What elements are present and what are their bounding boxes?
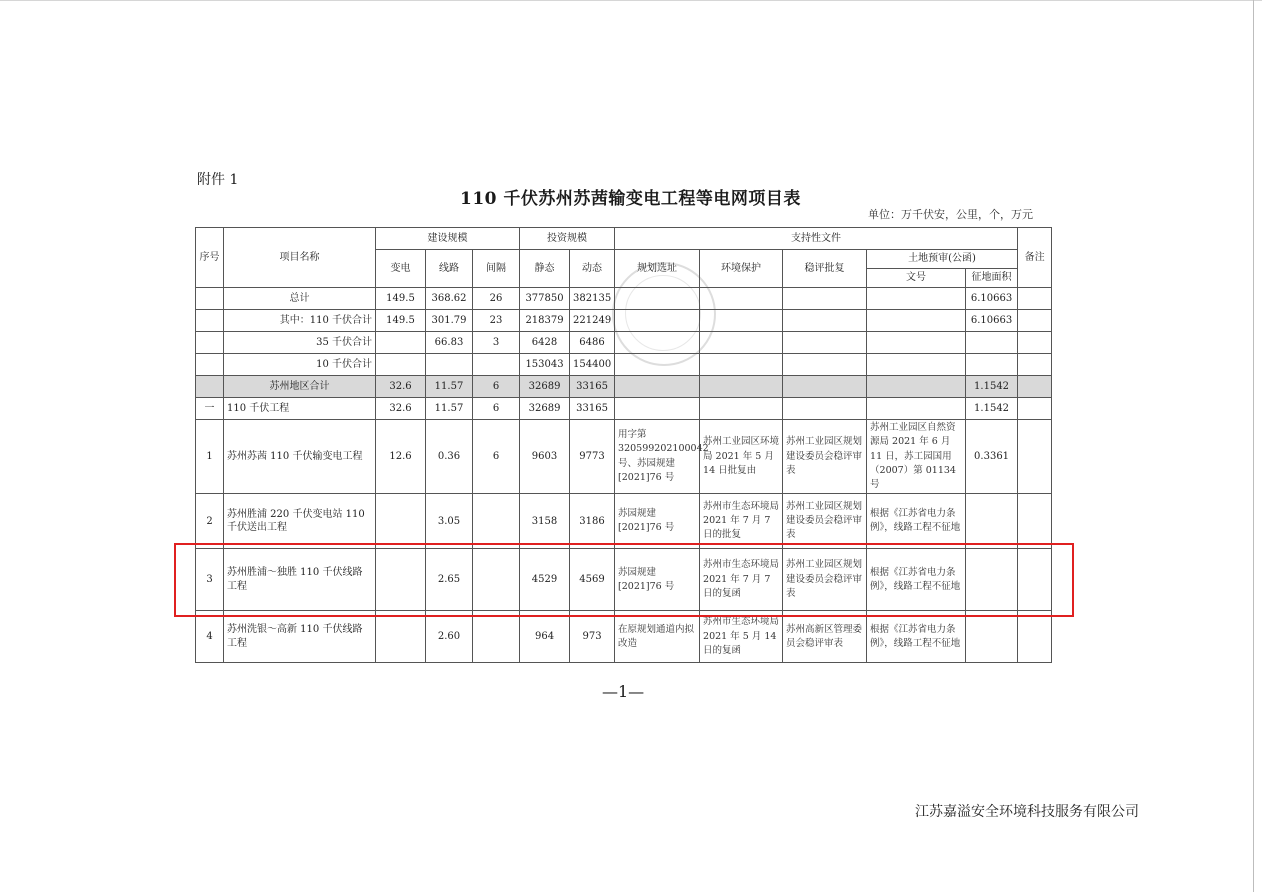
header-remark: 备注	[1018, 228, 1052, 288]
table-row: 1 苏州苏茜 110 千伏输变电工程 12.6 0.36 6 9603 9773 用字第 320599202100042 号、苏园规建 [2021]76 号 苏州工业园区环境局 2021 年 5 月 14 日批复由 苏州工业园区规划建设委员会稳评审表 苏州工业园区自然资源局 2021 年 6 月 11 日，苏工园国用（2007）第 01134 号 0.3361	[196, 420, 1052, 494]
header-dynamic: 动态	[570, 250, 615, 288]
page-number: —1—	[602, 682, 645, 701]
header-doc-no: 文号	[867, 269, 966, 288]
company-name: 江苏嘉溢安全环境科技服务有限公司	[915, 804, 1139, 820]
header-substation: 变电	[376, 250, 426, 288]
header-land: 土地预审(公函)	[867, 250, 1018, 269]
header-invest-scale: 投资规模	[520, 228, 615, 250]
header-env: 环境保护	[700, 250, 783, 288]
header-line: 线路	[426, 250, 473, 288]
table-row: 4 苏州洗银～高新 110 千伏线路工程 2.60 964 973 在原规划通道内拟改造 苏州市生态环境局 2021 年 5 月 14 日的复函 苏州高新区管理委员会稳评审表 根据《江苏省电力条例》，线路工程不征地	[196, 611, 1052, 663]
header-static: 静态	[520, 250, 570, 288]
header-water: 稳评批复	[783, 250, 867, 288]
page-top-edge	[0, 0, 1262, 1]
attachment-label: 附件 1	[197, 172, 239, 188]
document-title: 110 千伏苏州苏茜输变电工程等电网项目表	[460, 189, 801, 209]
table-row: 其中：110 千伏合计 149.5 301.79 23 218379 221249 6.10663	[196, 310, 1052, 332]
header-land-area: 征地面积	[966, 269, 1018, 288]
header-build-scale: 建设规模	[376, 228, 520, 250]
header-support-docs: 支持性文件	[615, 228, 1018, 250]
table-row: 2 苏州胜浦 220 千伏变电站 110 千伏送出工程 3.05 3158 3186 苏园规建[2021]76 号 苏州市生态环境局 2021 年 7 月 7 日的批复 苏州工业园区规划建设委员会稳评审表 根据《江苏省电力条例》，线路工程不征地	[196, 494, 1052, 549]
header-planning: 规划选址	[615, 250, 700, 288]
header-bay: 间隔	[473, 250, 520, 288]
table-row: 10 千伏合计 153043 154400	[196, 354, 1052, 376]
header-index: 序号	[196, 228, 224, 288]
header-name: 项目名称	[224, 228, 376, 288]
table-row: 3 苏州胜浦～独胜 110 千伏线路工程 2.65 4529 4569 苏园规建[2021]76 号 苏州市生态环境局 2021 年 7 月 7 日的复函 苏州工业园区规划建设委员会稳评审表 根据《江苏省电力条例》，线路工程不征地	[196, 549, 1052, 611]
table-row: 总计 149.5 368.62 26 377850 382135 6.10663	[196, 288, 1052, 310]
table-row: 苏州地区合计 32.6 11.57 6 32689 33165 1.1542	[196, 376, 1052, 398]
highlight-box-row-3	[174, 543, 1074, 617]
unit-note: 单位：万千伏安，公里，个，万元	[868, 208, 1033, 221]
table-row: 35 千伏合计 66.83 3 6428 6486	[196, 332, 1052, 354]
table-row: 一 110 千伏工程 32.6 11.57 6 32689 33165 1.1542	[196, 398, 1052, 420]
page-right-edge	[1253, 0, 1254, 892]
